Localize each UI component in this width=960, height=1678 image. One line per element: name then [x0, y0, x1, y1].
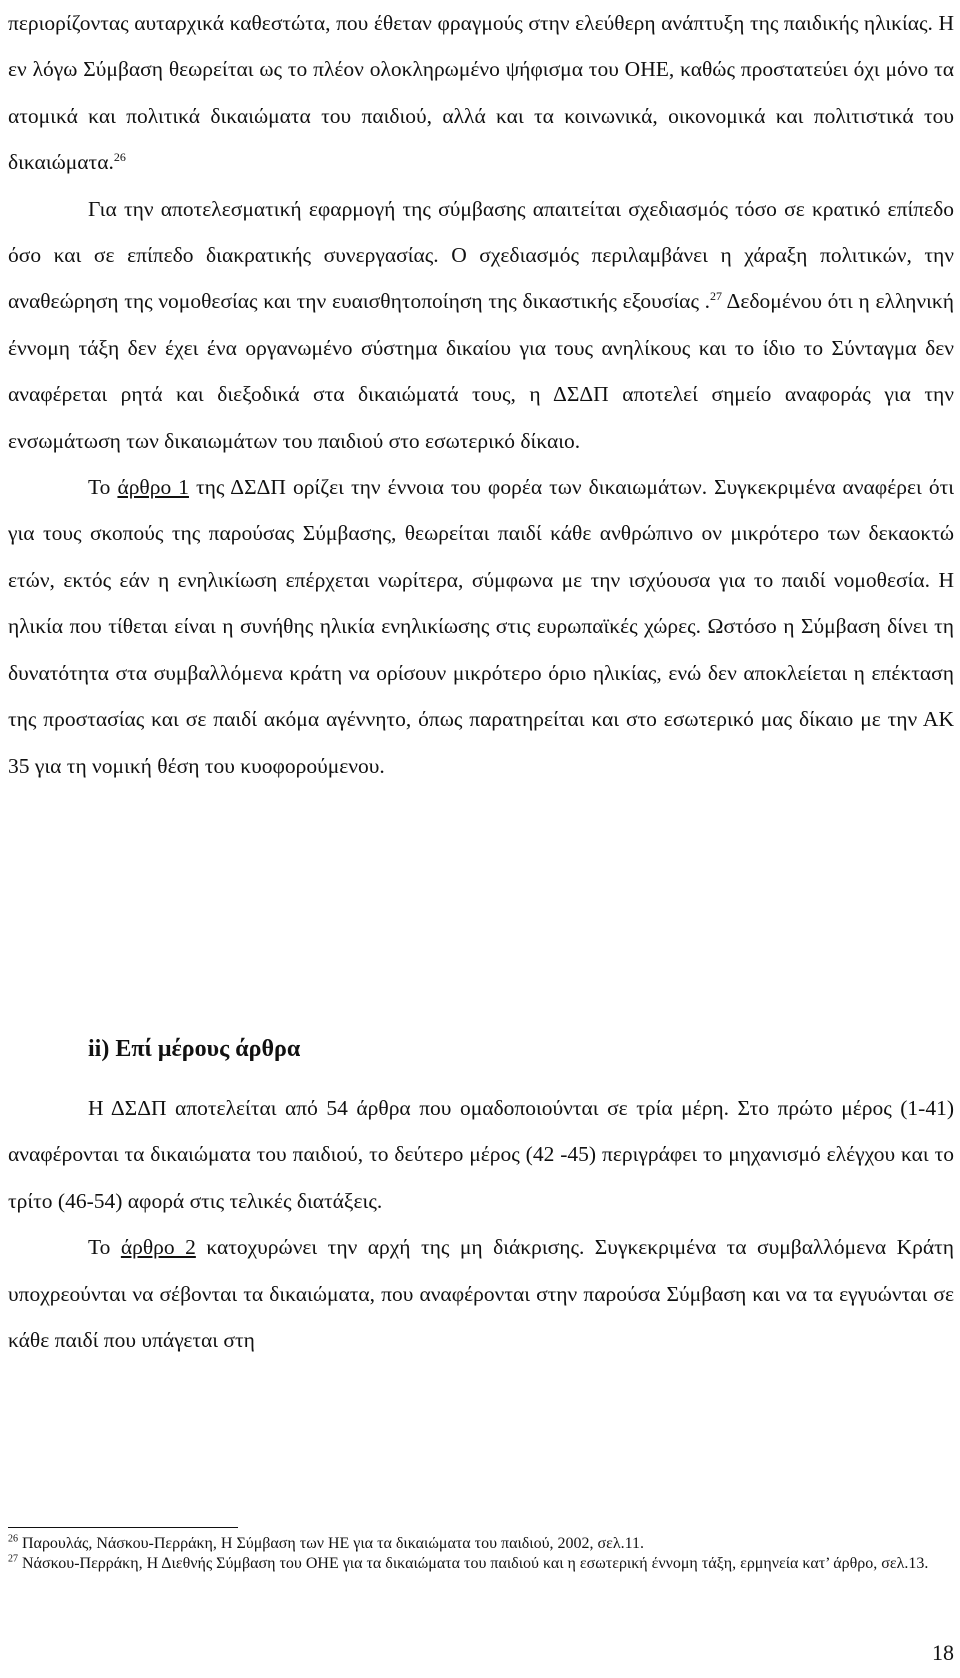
body-block-1 — [8, 0, 954, 789]
footnote-27 — [8, 1554, 954, 1574]
paragraph-3-text: της ΔΣΔΠ ορίζει την έννοια του φορέα των δικαιωμάτων. Συγκεκριμένα αναφέρει ότι για τους σκοπούς της παρούσας Σύμβασης, θεωρείται παιδί κάθε ανθρώπινο ον μικρότερο των δεκαοκτώ ετών, εκτός εάν η ενηλικίωση επέρχεται νωρίτερα, σύμφωνα με την ισχύουσα για το παιδί νομοθεσία. Η ηλικία που τίθεται είναι η συνήθης ηλικία ενηλικίωσης στις ευρωπαϊκές χώρες. Ωστόσο η Σύμβαση δίνει τη δυνατότητα στα συμβαλλόμενα κράτη να ορίσουν μικρότερο όριο ηλικίας, ενώ δεν αποκλείεται η επέκταση της προστασίας και σε παιδί ακόμα αγέννητο, όπως παρατηρείται και στο εσωτερικό μας δίκαιο με την ΑΚ 35 για τη νομική θέση του κυοφορούμενου. — [8, 475, 954, 778]
footnote-text: Παρουλάς, Νάσκου-Περράκη, Η Σύμβαση των ΗΕ για τα δικαιώματα του παιδιού, 2002, σελ.11. — [18, 1535, 645, 1552]
footnote-number: 27 — [8, 1553, 18, 1565]
paragraph-3-lead: Το — [88, 475, 118, 500]
paragraph-2-text-a: Για την αποτελεσματική εφαρμογή της σύμβασης απαιτείται σχεδιασμός τόσο σε κρατικό επίπεδο όσο και σε επίπεδο διακρατικής συνεργασίας. Ο σχεδιασμός περιλαμβάνει η χάραξη πολιτικών, την αναθεώρηση της νομοθεσίας και την ευαισθητοποίηση της δικαστικής εξουσίας . — [8, 196, 954, 314]
footnote-text: Νάσκου-Περράκη, Η Διεθνής Σύμβαση του ΟΗΕ για τα δικαιώματα του παιδιού και η εσωτερική έννομη τάξη, ερμηνεία κατ’ άρθρο, σελ.13. — [18, 1555, 929, 1572]
paragraph-5-lead: Το — [88, 1235, 121, 1260]
footnotes — [8, 1534, 954, 1574]
footnote-number: 26 — [8, 1533, 18, 1545]
footnote-separator — [8, 1527, 238, 1528]
body-block-2 — [8, 1085, 954, 1363]
paragraph-1-text: περιορίζοντας αυταρχικά καθεστώτα, που έθεταν φραγμούς στην ελεύθερη ανάπτυξη της παιδικής ηλικίας. Η εν λόγω Σύμβαση θεωρείται ως το πλέον ολοκληρωμένο ψήφισμα του ΟΗΕ, καθώς προστατεύει όχι μόνο τα ατομικά και πολιτικά δικαιώματα του παιδιού, αλλά και τα κοινωνικά, οικονομικά και πολιτιστικά του δικαιώματα. — [8, 11, 954, 175]
footnote-ref-26[interactable]: 26 — [113, 150, 126, 165]
paragraph-5 — [8, 1224, 954, 1363]
paragraph-5-text: κατοχυρώνει την αρχή της μη διάκρισης. Συγκεκριμένα τα συμβαλλόμενα Κράτη υποχρεούνται να σέβονται τα δικαιώματα, που αναφέρονται στην παρούσα Σύμβαση και να τα εγγυώνται σε κάθε παιδί που υπάγεται στη — [8, 1235, 954, 1353]
paragraph-4: Η ΔΣΔΠ αποτελείται από 54 άρθρα που ομαδοποιούνται σε τρία μέρη. Στο πρώτο μέρος (1-41) αναφέρονται τα δικαιώματα του παιδιού, το δεύτερο μέρος (42 -45) περιγράφει το μηχανισμό ελέγχου και το τρίτο (46-54) αφορά στις τελικές διατάξεις. — [8, 1096, 954, 1213]
paragraph-1 — [8, 0, 954, 186]
page-number: 18 — [932, 1640, 954, 1665]
footnote-26 — [8, 1534, 954, 1554]
paragraph-2 — [8, 186, 954, 464]
article-2-link[interactable]: άρθρο 2 — [120, 1235, 196, 1260]
paragraph-3 — [8, 464, 954, 789]
section-heading: ii) Επί μέρους άρθρα — [88, 1036, 301, 1062]
paragraph-2-text-b: Δεδομένου ότι η ελληνική έννομη τάξη δεν έχει ένα οργανωμένο σύστημα δικαίου για τους ανηλίκους και το ίδιο το Σύνταγμα δεν αναφέρεται ρητά και διεξοδικά στα δικαιώματά τους, η ΔΣΔΠ αποτελεί σημείο αναφοράς για την ενσωμάτωση των δικαιωμάτων του παιδιού στο εσωτερικό δίκαιο. — [8, 289, 955, 453]
article-1-link[interactable]: άρθρο 1 — [117, 475, 189, 500]
footnote-ref-27[interactable]: 27 — [710, 289, 723, 304]
